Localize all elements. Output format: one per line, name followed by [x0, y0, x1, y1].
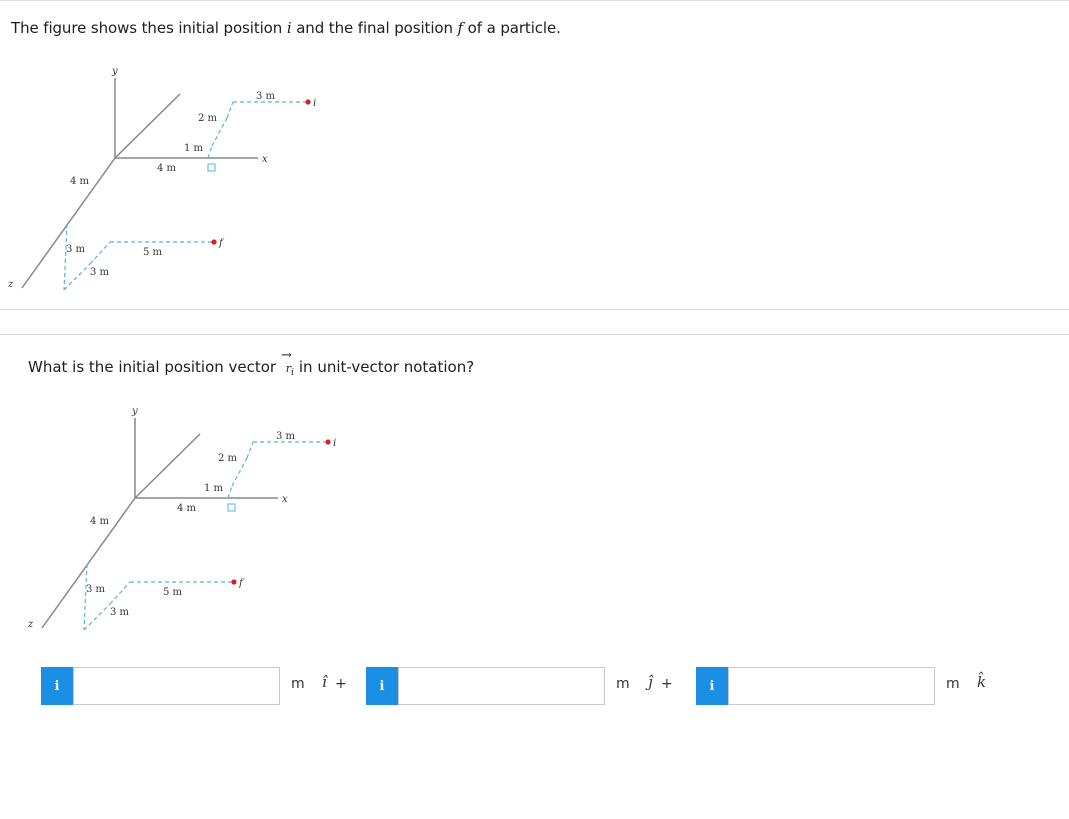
label-1m: 1 m: [184, 143, 204, 154]
x-component-input[interactable]: [73, 667, 280, 705]
label-3m-top: 3 m: [256, 91, 276, 102]
question-text-2: in unit-vector notation?: [298, 358, 475, 376]
vector-symbol: r: [285, 362, 292, 375]
point-i-marker: [325, 439, 330, 444]
info-button-y[interactable]: i: [366, 667, 398, 705]
label-3m-b: 3 m: [90, 267, 110, 278]
vector-arrow-icon: →: [280, 348, 292, 363]
question-text-1: What is the initial position vector: [28, 358, 281, 376]
i-hat-symbol: î: [322, 673, 327, 691]
unit-z: m: [946, 676, 960, 692]
plus-y: +: [661, 676, 673, 692]
label-2m: 2 m: [198, 113, 218, 124]
z-axis-label: z: [28, 619, 34, 630]
label-1m: 1 m: [204, 483, 224, 494]
y-axis-label: y: [112, 66, 118, 77]
point-f-label: f: [239, 578, 243, 589]
label-3m-top: 3 m: [276, 431, 296, 442]
label-4m-x: 4 m: [177, 503, 197, 514]
unit-x: m: [291, 676, 305, 692]
answer-row: [0, 667, 1069, 705]
point-i-label: i: [313, 98, 317, 109]
label-3m-b: 3 m: [110, 607, 130, 618]
info-button-x[interactable]: i: [41, 667, 73, 705]
depth-guide-line: [135, 434, 200, 498]
point-f-label: f: [219, 238, 223, 249]
label-5m: 5 m: [163, 587, 183, 598]
question-text: [28, 348, 475, 379]
point-f-marker: [231, 579, 236, 584]
j-hat-symbol: ĵ: [648, 673, 653, 691]
intro-text-1: The figure shows thes initial position: [11, 19, 287, 37]
path-to-i: [228, 442, 325, 498]
point-i-marker: [305, 99, 310, 104]
label-3m-a: 3 m: [66, 244, 86, 255]
top-divider: [0, 0, 1069, 1]
label-3m-a: 3 m: [86, 584, 106, 595]
z-component-input[interactable]: [728, 667, 935, 705]
section-divider: [0, 334, 1069, 335]
label-2m: 2 m: [218, 453, 238, 464]
point-f-marker: [211, 239, 216, 244]
x-axis-label: x: [282, 494, 288, 505]
problem-statement: [11, 19, 561, 37]
y-component-input[interactable]: [398, 667, 605, 705]
info-button-z[interactable]: i: [696, 667, 728, 705]
vector-r-i: [280, 348, 299, 379]
position-figure-top: [0, 58, 340, 308]
x-axis-label: x: [262, 154, 268, 165]
k-hat-symbol: k̂: [977, 673, 987, 691]
plus-x: +: [335, 676, 347, 692]
path-to-f: [84, 564, 234, 630]
y-axis-label: y: [132, 406, 138, 417]
label-4m-z: 4 m: [90, 516, 110, 527]
intro-f-label: f: [457, 19, 463, 37]
point-i-label: i: [333, 438, 337, 449]
label-4m-z: 4 m: [70, 176, 90, 187]
path-to-i: [208, 102, 305, 158]
position-figure-question: [20, 398, 360, 648]
intro-text-3: of a particle.: [463, 19, 561, 37]
intro-i-label: i: [286, 19, 292, 37]
label-5m: 5 m: [143, 247, 163, 258]
section-divider: [0, 309, 1069, 310]
label-4m-x: 4 m: [157, 163, 177, 174]
right-angle-marker: [228, 504, 235, 511]
unit-y: m: [616, 676, 630, 692]
intro-text-2: and the final position: [291, 19, 458, 37]
depth-guide-line: [115, 94, 180, 158]
right-angle-marker: [208, 164, 215, 171]
vector-subscript: i: [291, 367, 294, 379]
z-axis-label: z: [8, 279, 14, 290]
path-to-f: [64, 224, 214, 290]
